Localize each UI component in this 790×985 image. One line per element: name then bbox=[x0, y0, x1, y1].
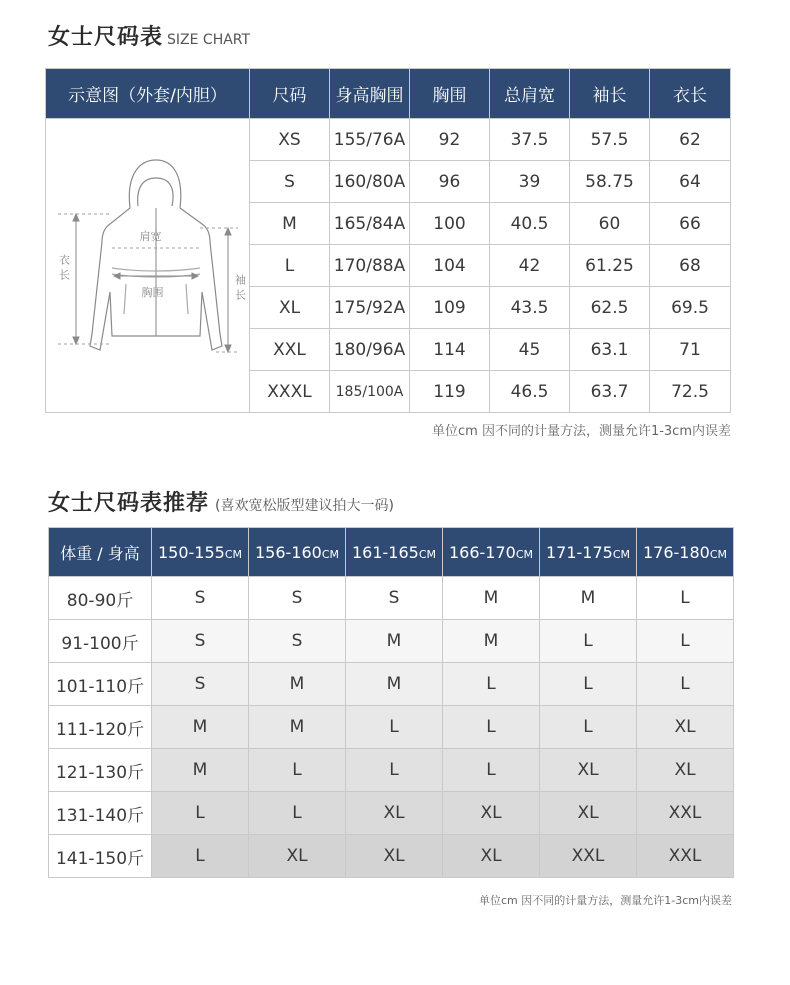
header-height-range bbox=[249, 528, 346, 577]
recommended-size-cell: S bbox=[249, 620, 346, 663]
recommended-size-cell: M bbox=[443, 577, 540, 620]
recommended-size-cell: L bbox=[249, 749, 346, 792]
recommend-chart-title bbox=[48, 486, 394, 517]
weight-cell: 91-100斤 bbox=[49, 620, 152, 663]
size-cell: 155/76A bbox=[330, 119, 410, 161]
weight-cell: 80-90斤 bbox=[49, 577, 152, 620]
size-cell: 175/92A bbox=[330, 287, 410, 329]
size-cell: 104 bbox=[410, 245, 490, 287]
size-cell: 68 bbox=[650, 245, 731, 287]
size-cell: 58.75 bbox=[570, 161, 650, 203]
size-cell: 60 bbox=[570, 203, 650, 245]
size-cell: 96 bbox=[410, 161, 490, 203]
weight-cell: 111-120斤 bbox=[49, 706, 152, 749]
size-cell: 119 bbox=[410, 371, 490, 413]
recommended-size-cell: XL bbox=[540, 749, 637, 792]
recommended-size-cell: L bbox=[152, 792, 249, 835]
size-chart-heading: 女士尺码表 bbox=[48, 25, 164, 50]
shoulder-label: 肩宽 bbox=[139, 229, 162, 243]
size-cell: 62 bbox=[650, 119, 731, 161]
size-cell: 180/96A bbox=[330, 329, 410, 371]
recommended-size-cell: S bbox=[152, 577, 249, 620]
recommended-size-cell: L bbox=[249, 792, 346, 835]
size-cell: 71 bbox=[650, 329, 731, 371]
recommended-size-cell: XL bbox=[249, 835, 346, 878]
header-height-range bbox=[346, 528, 443, 577]
recommended-size-cell: M bbox=[443, 620, 540, 663]
header-weight-height: 体重 / 身高 bbox=[49, 528, 152, 577]
recommend-row bbox=[49, 749, 734, 792]
header-sleeve: 袖长 bbox=[570, 69, 650, 119]
recommend-table bbox=[48, 527, 734, 878]
height-unit-label: CM bbox=[709, 547, 728, 561]
size-cell: 64 bbox=[650, 161, 731, 203]
header-length: 衣长 bbox=[650, 69, 731, 119]
recommended-size-cell: L bbox=[346, 749, 443, 792]
recommended-size-cell: L bbox=[540, 620, 637, 663]
length-label: 衣长 bbox=[57, 253, 71, 284]
recommended-size-cell: M bbox=[346, 620, 443, 663]
recommend-row bbox=[49, 706, 734, 749]
recommend-chart-heading: 女士尺码表推荐 bbox=[48, 491, 210, 516]
height-range-label: 150-155 bbox=[157, 542, 225, 562]
size-cell: XS bbox=[250, 119, 330, 161]
recommended-size-cell: XL bbox=[443, 835, 540, 878]
height-range-label: 166-170 bbox=[448, 542, 516, 562]
size-cell: 72.5 bbox=[650, 371, 731, 413]
size-cell: 69.5 bbox=[650, 287, 731, 329]
recommended-size-cell: S bbox=[152, 663, 249, 706]
recommend-row bbox=[49, 577, 734, 620]
recommended-size-cell: S bbox=[249, 577, 346, 620]
size-cell: S bbox=[250, 161, 330, 203]
recommended-size-cell: L bbox=[540, 706, 637, 749]
header-shoulder: 总肩宽 bbox=[490, 69, 570, 119]
recommend-row bbox=[49, 663, 734, 706]
recommend-row bbox=[49, 835, 734, 878]
size-cell: 42 bbox=[490, 245, 570, 287]
recommended-size-cell: M bbox=[249, 663, 346, 706]
header-height-range bbox=[540, 528, 637, 577]
chest-label: 胸围 bbox=[141, 285, 164, 299]
size-cell: L bbox=[250, 245, 330, 287]
recommend-row bbox=[49, 792, 734, 835]
size-cell: 100 bbox=[410, 203, 490, 245]
sleeve-label: 袖长 bbox=[233, 273, 247, 304]
recommended-size-cell: M bbox=[540, 577, 637, 620]
size-cell: 57.5 bbox=[570, 119, 650, 161]
height-range-label: 171-175 bbox=[545, 542, 613, 562]
size-cell: XL bbox=[250, 287, 330, 329]
recommended-size-cell: L bbox=[637, 620, 734, 663]
size-cell: M bbox=[250, 203, 330, 245]
size-cell: 63.1 bbox=[570, 329, 650, 371]
size-chart-title bbox=[48, 20, 250, 51]
height-unit-label: CM bbox=[321, 547, 340, 561]
recommended-size-cell: M bbox=[346, 663, 443, 706]
recommended-size-cell: XL bbox=[637, 749, 734, 792]
recommended-size-cell: XXL bbox=[637, 835, 734, 878]
weight-cell: 121-130斤 bbox=[49, 749, 152, 792]
recommended-size-cell: XL bbox=[443, 792, 540, 835]
recommended-size-cell: M bbox=[152, 749, 249, 792]
recommend-row bbox=[49, 620, 734, 663]
header-height-range bbox=[637, 528, 734, 577]
size-cell: XXXL bbox=[250, 371, 330, 413]
size-cell: 43.5 bbox=[490, 287, 570, 329]
size-chart-subheading: SIZE CHART bbox=[167, 32, 251, 48]
height-range-label: 176-180 bbox=[642, 542, 710, 562]
size-chart-note: 单位cm 因不同的计量方法，测量允许1-3cm内误差 bbox=[432, 424, 731, 439]
size-chart-row bbox=[46, 119, 731, 161]
size-cell: 92 bbox=[410, 119, 490, 161]
size-cell: 185/100A bbox=[330, 371, 410, 413]
header-height-range bbox=[443, 528, 540, 577]
recommended-size-cell: XL bbox=[540, 792, 637, 835]
height-range-label: 161-165 bbox=[351, 542, 419, 562]
weight-cell: 101-110斤 bbox=[49, 663, 152, 706]
size-cell: 40.5 bbox=[490, 203, 570, 245]
size-cell: 165/84A bbox=[330, 203, 410, 245]
recommend-chart-subheading: (喜欢宽松版型建议拍大一码) bbox=[215, 498, 394, 514]
size-cell: 63.7 bbox=[570, 371, 650, 413]
header-height-chest: 身高胸围 bbox=[330, 69, 410, 119]
recommended-size-cell: L bbox=[637, 663, 734, 706]
size-cell: 45 bbox=[490, 329, 570, 371]
recommended-size-cell: L bbox=[152, 835, 249, 878]
size-cell: 114 bbox=[410, 329, 490, 371]
recommended-size-cell: L bbox=[540, 663, 637, 706]
size-cell: 109 bbox=[410, 287, 490, 329]
size-chart-header-row bbox=[46, 69, 731, 119]
height-unit-label: CM bbox=[418, 547, 437, 561]
height-range-label: 156-160 bbox=[254, 542, 322, 562]
recommended-size-cell: M bbox=[249, 706, 346, 749]
recommend-chart-note: 单位cm 因不同的计量方法，测量允许1-3cm内误差 bbox=[479, 894, 732, 907]
size-cell: 37.5 bbox=[490, 119, 570, 161]
size-cell: 39 bbox=[490, 161, 570, 203]
size-cell: 160/80A bbox=[330, 161, 410, 203]
header-size: 尺码 bbox=[250, 69, 330, 119]
header-diagram: 示意图（外套/内胆） bbox=[46, 69, 250, 119]
recommended-size-cell: L bbox=[443, 706, 540, 749]
recommended-size-cell: XXL bbox=[540, 835, 637, 878]
size-cell: 62.5 bbox=[570, 287, 650, 329]
height-unit-label: CM bbox=[515, 547, 534, 561]
recommended-size-cell: XL bbox=[346, 792, 443, 835]
size-cell: 170/88A bbox=[330, 245, 410, 287]
recommended-size-cell: L bbox=[443, 663, 540, 706]
header-chest: 胸围 bbox=[410, 69, 490, 119]
recommended-size-cell: S bbox=[346, 577, 443, 620]
recommend-header-row bbox=[49, 528, 734, 577]
recommended-size-cell: M bbox=[152, 706, 249, 749]
height-unit-label: CM bbox=[224, 547, 243, 561]
recommended-size-cell: L bbox=[637, 577, 734, 620]
recommended-size-cell: XL bbox=[346, 835, 443, 878]
recommended-size-cell: XXL bbox=[637, 792, 734, 835]
recommended-size-cell: L bbox=[346, 706, 443, 749]
jacket-diagram bbox=[46, 119, 250, 413]
height-unit-label: CM bbox=[612, 547, 631, 561]
jacket-diagram-icon bbox=[48, 124, 248, 408]
size-chart-table bbox=[45, 68, 731, 413]
size-cell: 66 bbox=[650, 203, 731, 245]
weight-cell: 141-150斤 bbox=[49, 835, 152, 878]
size-cell: XXL bbox=[250, 329, 330, 371]
size-cell: 61.25 bbox=[570, 245, 650, 287]
recommended-size-cell: XL bbox=[637, 706, 734, 749]
recommended-size-cell: S bbox=[152, 620, 249, 663]
size-cell: 46.5 bbox=[490, 371, 570, 413]
header-height-range bbox=[152, 528, 249, 577]
recommended-size-cell: L bbox=[443, 749, 540, 792]
weight-cell: 131-140斤 bbox=[49, 792, 152, 835]
